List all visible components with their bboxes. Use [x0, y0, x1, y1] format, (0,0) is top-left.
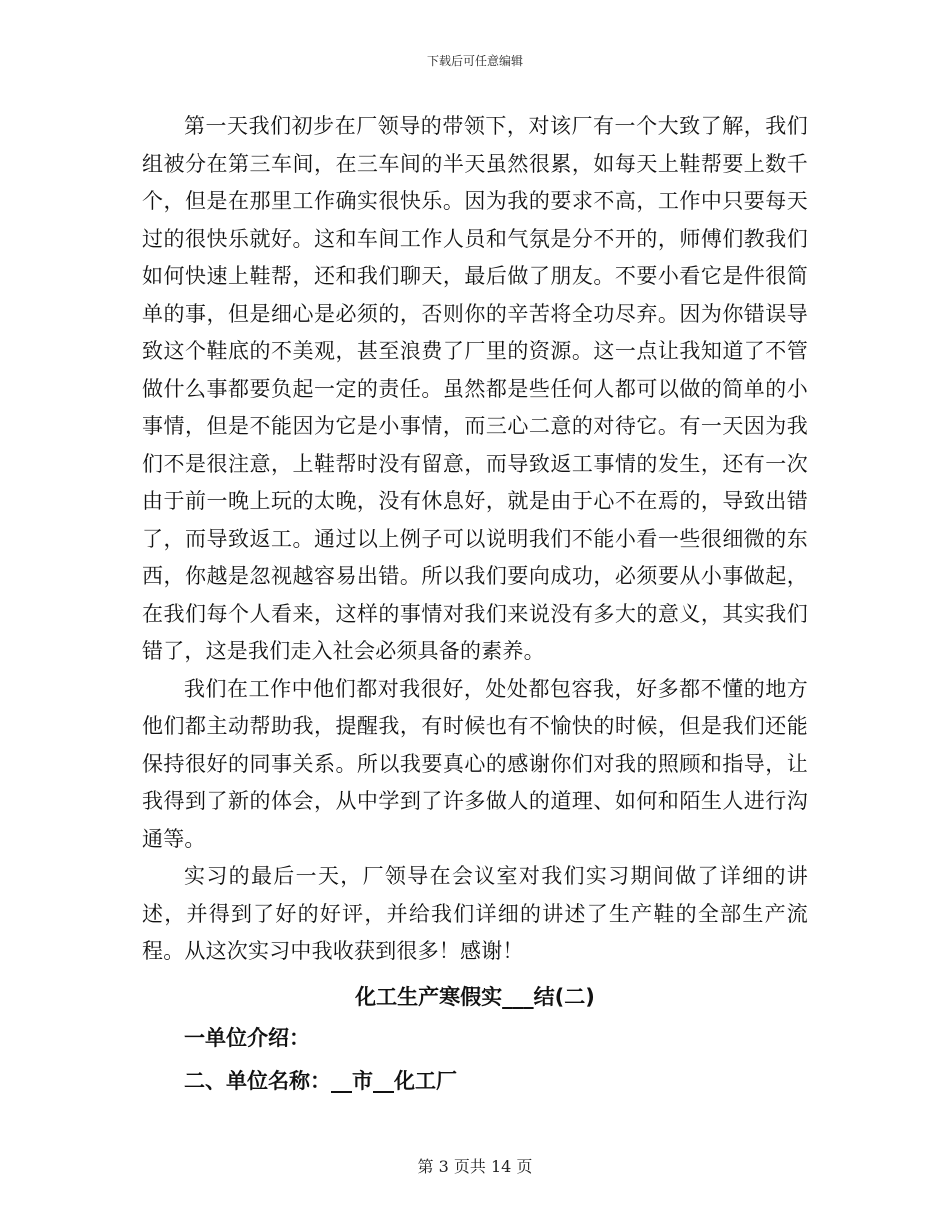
page-header-note: 下载后可任意编辑 — [426, 54, 523, 68]
heading-unit-intro: 一单位介绍： — [184, 1025, 310, 1050]
paragraph-2: 我们在工作中他们都对我很好，处处都包容我，好多都不懂的地方他们都主动帮助我，提醒我，有时候也有不愉快的时候，但是我们还能保持很好的同事关系。所以我要真心的感谢你们对我的照顾和指导，让我得到了新的体会，从中学到了许多做人的道理、如何和陌生人进行沟通等。 — [142, 676, 808, 851]
heading-unit-name: 二、单位名称：__市__化工厂 — [184, 1068, 457, 1093]
paragraph-3: 实习的最后一天，厂领导在会议室对我们实习期间做了详细的讲述，并得到了好的好评，并给我们详细的讲述了生产鞋的全部生产流程。从这次实习中我收获到很多！感谢！ — [142, 864, 808, 963]
document-body — [142, 108, 808, 1103]
section-title: 化工生产寒假实___结(二) — [355, 984, 595, 1009]
paragraph-1: 第一天我们初步在厂领导的带领下，对该厂有一个大致了解，我们组被分在第三车间，在三车间的半天虽然很累，如每天上鞋帮要上数千个，但是在那里工作确实很快乐。因为我的要求不高，工作中只要每天过的很快乐就好。这和车间工作人员和气氛是分不开的，师傅们教我们如何快速上鞋帮，还和我们聊天，最后做了朋友。不要小看它是件很简单的事，但是细心是必须的，否则你的辛苦将全功尽弃。因为你错误导致这个鞋底的不美观，甚至浪费了厂里的资源。这一点让我知道了不管做什么事都要负起一定的责任。虽然都是些任何人都可以做的简单的小事情，但是不能因为它是小事情，而三心二意的对待它。有一天因为我们不是很注意，上鞋帮时没有留意，而导致返工事情的发生，还有一次由于前一晚上玩的太晚，没有休息好，就是由于心不在焉的，导致出错了，而导致返工。通过以上例子可以说明我们不能小看一些很细微的东西，你越是忽视越容易出错。所以我们要向成功，必须要从小事做起，在我们每个人看来，这样的事情对我们来说没有多大的意义，其实我们错了，这是我们走入社会必须具备的素养。 — [142, 114, 808, 663]
page-number: 第 3 页共 14 页 — [417, 1157, 533, 1176]
